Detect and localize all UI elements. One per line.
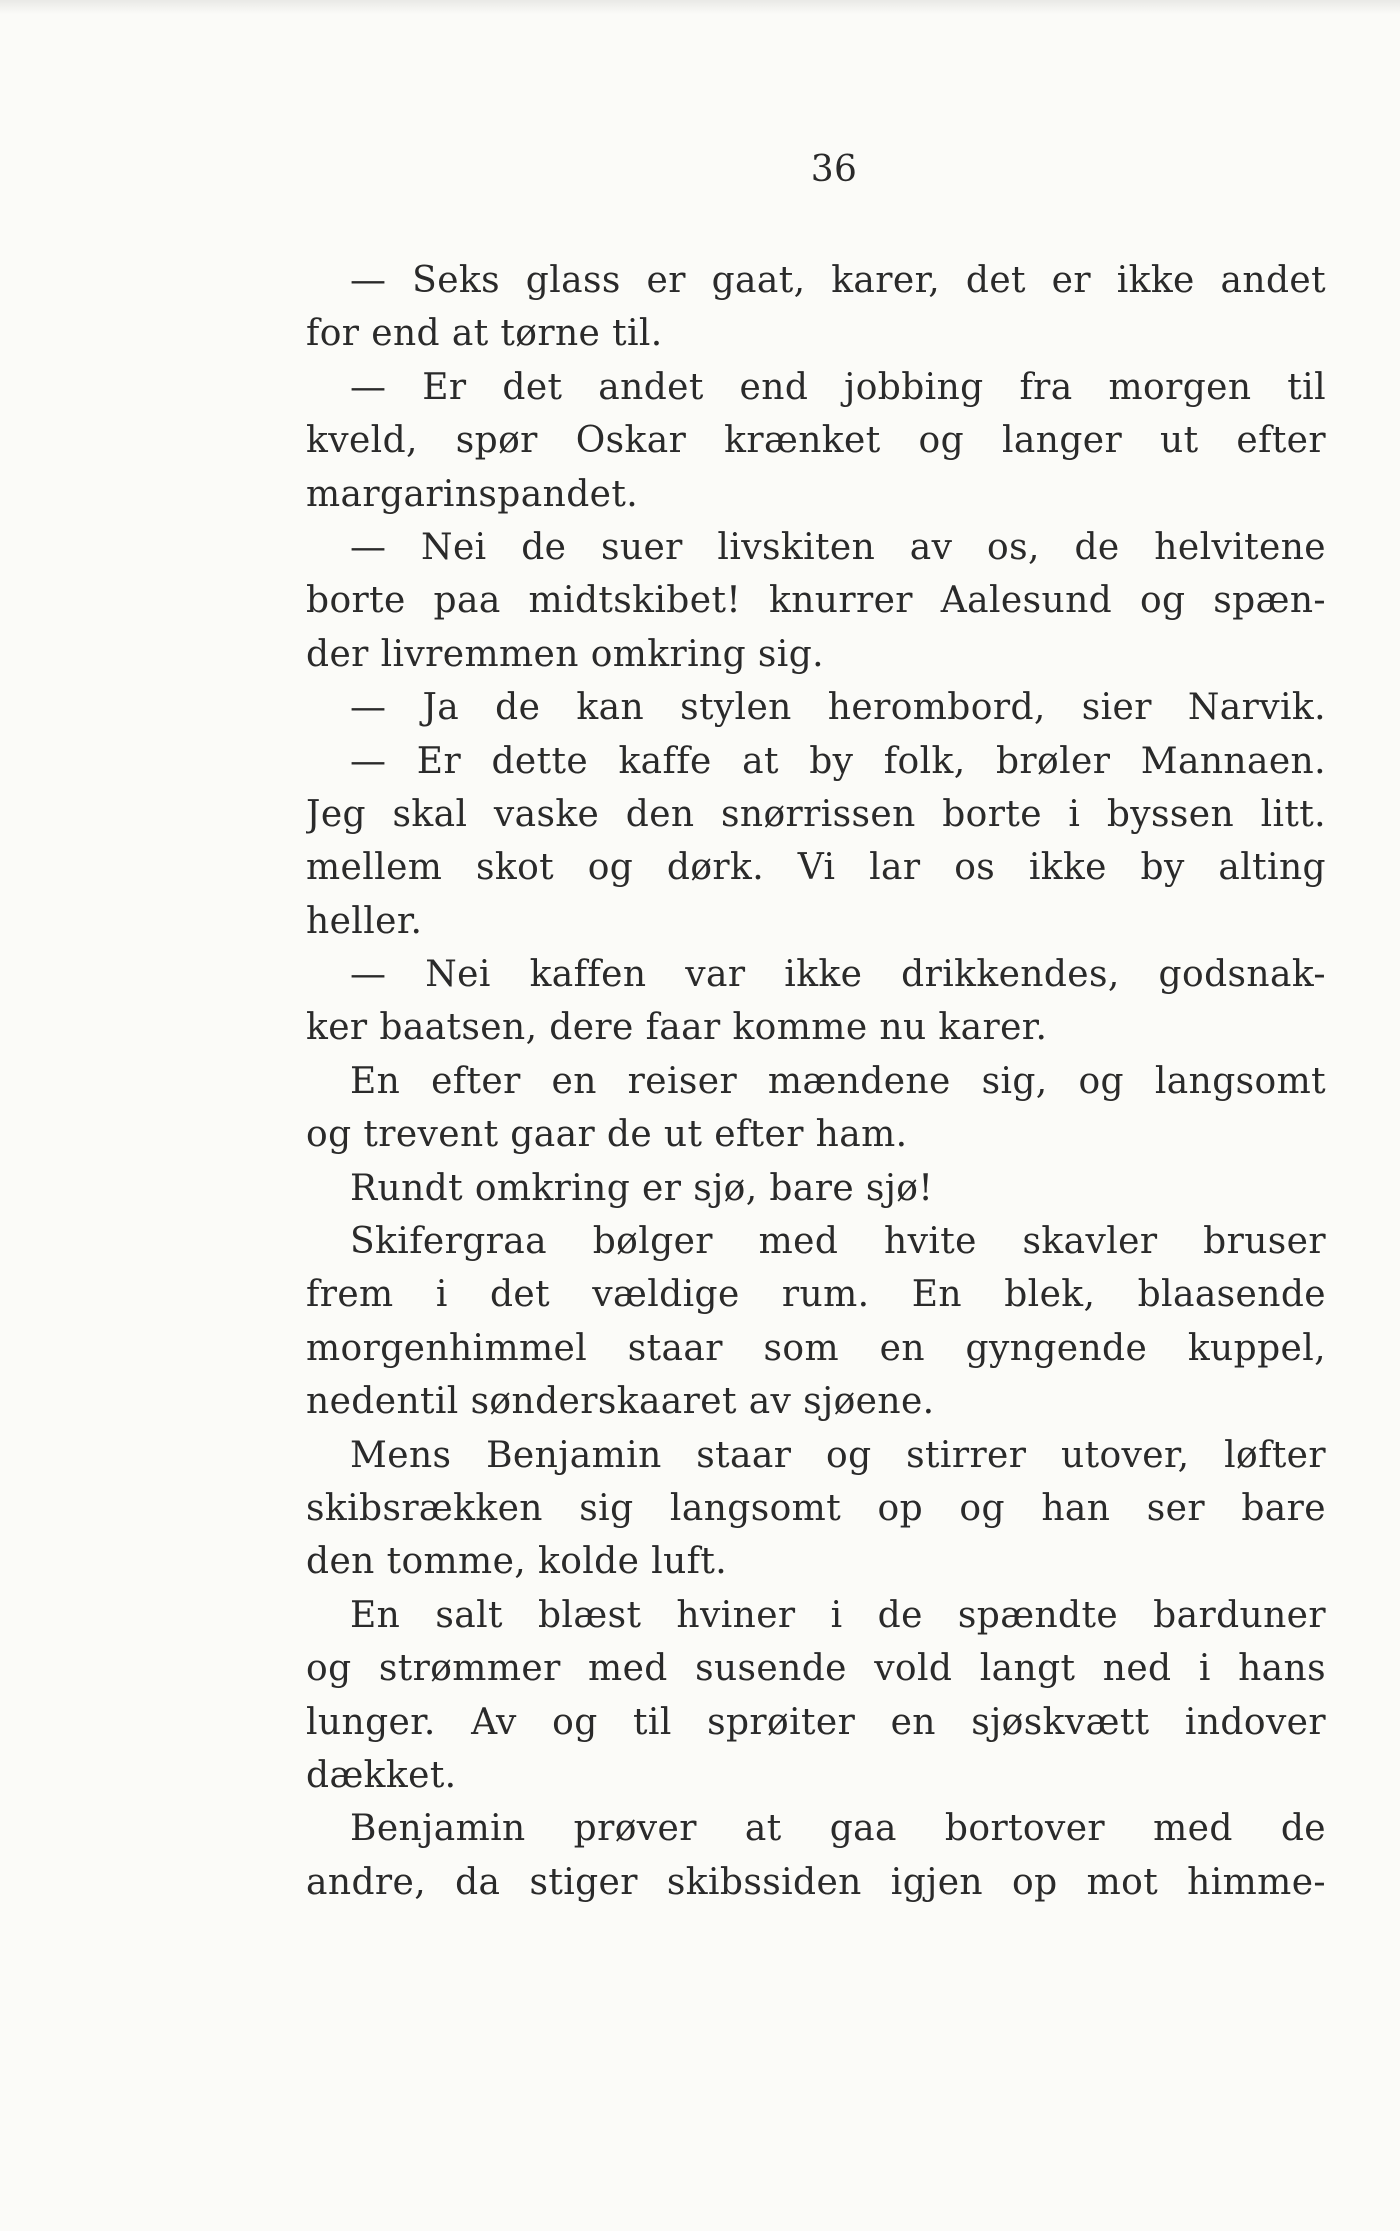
text-line: — Seks glass er gaat, karer, det er ikke andet: [350, 260, 1326, 301]
text-line: Benjamin prøver at gaa bortover med de: [350, 1808, 1326, 1850]
text-line: — Er det andet end jobbing fra morgen til: [350, 366, 1326, 408]
text-line: Mens Benjamin staar og stirrer utover, løfter: [350, 1434, 1326, 1476]
text-line: for end at tørne til.: [306, 313, 663, 355]
text-line: — Ja de kan stylen herombord, sier Narvik.: [350, 687, 1326, 729]
text-line: mellem skot og dørk. Vi lar os ikke by alting: [306, 847, 1326, 889]
scan-top-edge: [0, 0, 1400, 14]
page-text-body: [306, 254, 1326, 1909]
text-line: margarinspandet.: [306, 473, 639, 515]
text-line: ker baatsen, dere faar komme nu karer.: [306, 1007, 1048, 1049]
text-line: — Nei kaffen var ikke drikkendes, godsnak-: [350, 954, 1326, 996]
text-line: heller.: [306, 900, 423, 942]
text-line: morgenhimmel staar som en gyngende kuppel,: [306, 1327, 1326, 1369]
text-line: lunger. Av og til sprøiter en sjøskvætt indover: [306, 1701, 1326, 1743]
text-line: Skifergraa bølger med hvite skavler bruser: [350, 1221, 1326, 1263]
text-line: og strømmer med susende vold langt ned i hans: [306, 1648, 1326, 1690]
book-page: [306, 150, 1326, 1909]
text-line: nedentil sønderskaaret av sjøene.: [306, 1381, 935, 1423]
text-line: kveld, spør Oskar krænket og langer ut efter: [306, 420, 1326, 462]
text-line: borte paa midtskibet! knurrer Aalesund og spæn-: [306, 580, 1326, 622]
page-number: 36: [810, 149, 858, 190]
text-line: Jeg skal vaske den snørrissen borte i byssen litt.: [306, 793, 1326, 835]
text-line: og trevent gaar de ut efter ham.: [306, 1114, 908, 1156]
text-line: den tomme, kolde luft.: [306, 1541, 728, 1583]
text-line: frem i det vældige rum. En blek, blaasende: [306, 1274, 1326, 1316]
text-line: skibsrækken sig langsomt op og han ser bare: [306, 1487, 1326, 1529]
text-line: andre, da stiger skibssiden igjen op mot himme-: [306, 1861, 1326, 1903]
text-line: der livremmen omkring sig.: [306, 633, 824, 675]
text-line: En efter en reiser mændene sig, og langsomt: [350, 1060, 1326, 1102]
text-line: Rundt omkring er sjø, bare sjø!: [350, 1167, 934, 1209]
text-line: — Er dette kaffe at by folk, brøler Mannaen.: [350, 740, 1326, 782]
text-line: En salt blæst hviner i de spændte barduner: [350, 1594, 1326, 1636]
text-line: — Nei de suer livskiten av os, de helvitene: [350, 526, 1326, 568]
text-line: dækket.: [306, 1754, 457, 1796]
